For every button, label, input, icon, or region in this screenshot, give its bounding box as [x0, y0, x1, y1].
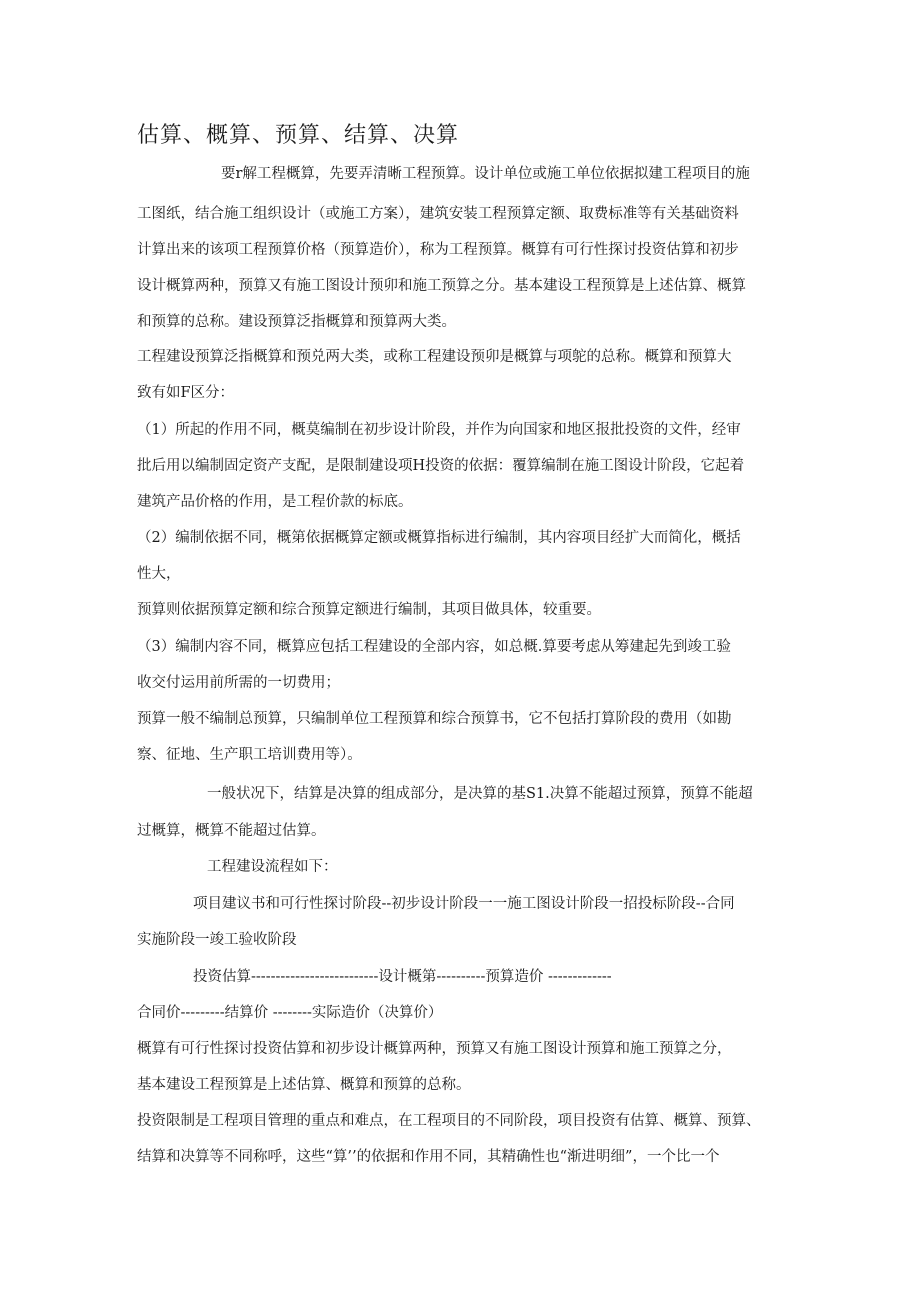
para-1-line-1: 要r解工程概算，先要弄清晰工程预算。设计单位或施工单位依据拟建工程项目的施 — [221, 166, 750, 182]
para-1-line-4: 设计概算两种，预算又有施工图设计预卯和施工预算之分。基本建设工程预算是上述估算、概算 — [137, 278, 746, 294]
item-1-line-2: 批后用以编制固定资产支配，是限制建设项H投资的依据：覆算编制在施工图设计阶段，它起着 — [137, 458, 745, 474]
item-2-line-3: 预算则依据预算定额和综合预算定额进行编制，其项目做具体，较重要。 — [137, 602, 601, 618]
para-2-line-1: 工程建设预算泛指概算和预兑两大类，或称工程建设预卯是概算与项鸵的总称。概算和预算大 — [137, 349, 732, 365]
para-5-line-1: 投资限制是工程项目管理的重点和难点，在工程项目的不同阶段，项目投资有估算、概算、预算、 — [137, 1113, 761, 1129]
flow-heading: 工程建设流程 — [207, 859, 294, 875]
item-1-line-1: （1）所起的作用不同，概莫编制在初步设计阶段，并作为向国家和地区报批投资的文件，经审 — [137, 422, 741, 438]
item-2-line-1: （2）编制依据不同，概第依据概算定额或概算指标进行编制，其内容项目经扩大而简化，概括 — [137, 530, 741, 546]
item-3-line-4: 察、征地、生产职工培训费用等）。 — [137, 747, 362, 763]
para-2-line-2: 致有如F区分： — [137, 385, 235, 401]
item-3-line-1: （3）编制内容不同，概算应包括工程建设的全部内容，如总概.算要考虑从筹建起先到竣工验 — [137, 639, 731, 655]
item-2-line-2: 性大， — [137, 566, 181, 582]
flow-heading-line — [207, 857, 338, 877]
flow-line-1: 项目建议书和可行性探讨阶段--初步设计阶段一一施工图设计阶段一招投标阶段--合同 — [193, 896, 735, 912]
flow-line-2: 实施阶段一竣工验收阶段 — [137, 932, 297, 948]
para-3-line-1: 一般状况下，结算是决算的组成部分，是决算的基S1.决算不能超过预算，预算不能超 — [207, 786, 753, 802]
para-1-line-2: 工图纸，结合施工组织设计（或施工方案），建筑安装工程预算定额、取费标准等有关基础资料 — [137, 206, 739, 222]
para-3-line-2: 过概算，概算不能超过估算。 — [137, 823, 326, 839]
flow-heading-suffix: 如下： — [294, 859, 338, 875]
para-5-line-2: 结算和决算等不同称呼，这些“算’’的依据和作用不同，其精确性也“渐进明细”，一个比一个 — [137, 1149, 720, 1165]
item-3-line-3: 预算一般不编制总预算，只编制单位工程预算和综合预算书，它不包括打算阶段的费用（如勘 — [137, 711, 732, 727]
para-1-line-3: 计算出来的该项工程预算价格（预算造价），称为工程预算。概算有可行性探讨投资估算和初步 — [137, 242, 739, 258]
para-4-line-2: 基本建设工程预算是上述估算、概算和预算的总称。 — [137, 1077, 471, 1093]
para-1-line-5: 和预算的总称。建设预算泛指概算和预算两大类。 — [137, 314, 456, 330]
para-4-line-1: 概算有可行性探讨投资估算和初步设计概算两种，预算又有施工图设计预算和施工预算之分， — [137, 1041, 732, 1057]
document-title: 估算、概算、预算、结算、决算 — [137, 123, 460, 148]
item-3-line-2: 收交付运用前所需的一切费用； — [137, 675, 340, 691]
item-1-line-3: 建筑产品价格的作用，是工程价款的标底。 — [137, 494, 413, 510]
price-line-1: 投资估算--------------------------设计概第----------预算造价 ------------- — [193, 969, 612, 985]
price-line-2: 合同价---------结算价 --------实际造价（决算价） — [137, 1005, 443, 1021]
